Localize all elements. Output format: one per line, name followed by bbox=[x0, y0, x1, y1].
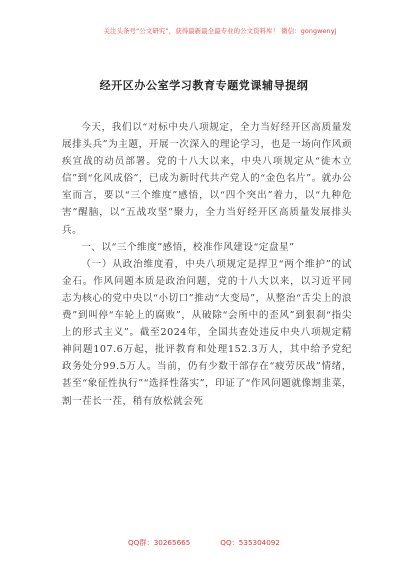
paragraph-political-dimension: （一）从政治维度看，中央八项规定是捍卫“两个维护”的试金石。作风问题本质是政治问题，党的十八大以来，以习近平同志为核心的党中央以“小切口”推动“大变局”，从整治“舌尖上的浪费”到叫停“车轮上的腐败”，从破除“会所中的歪风”到狠刹“指尖上的形式主义”。截至2024年，全国共查处违反中央八项规定精神问题107.6万起，批评教育和处理152.3万人，其中给予党纪政务处分99.5万人。当前，仍有少数干部存在“疲劳厌战”情绪，甚至“象征性执行”“选择性落实”，印证了“作风问题就像割韭菜，割一茬长一茬，稍有放松就会死 bbox=[62, 258, 352, 407]
footer-qq-group: QQ群：30265665 bbox=[128, 538, 191, 547]
document-body bbox=[62, 119, 352, 410]
footer-qq-number: QQ：535304092 bbox=[220, 538, 280, 547]
section-heading-1: 一、以“三个维度”感悟，校准作风建设“定盘星” bbox=[81, 241, 295, 253]
header-banner: 关注头条号“公文研究”，获得最新最全最专业的公文资料库！ 微信：gongwenyj bbox=[103, 27, 337, 35]
document-title: 经开区办公室学习教育专题党课辅导提纲 bbox=[99, 79, 309, 92]
paragraph-intro: 今天，我们以“对标中央八项规定，全力当好经开区高质量发展排头兵”为主题，开展一次深入的理论学习，也是一场向作风顽疾宣战的动员部署。党的十八大以来，中央八项规定从“徙木立信”到“化风成俗”，已成为新时代共产党人的“金色名片”。就办公室而言，要以“三个维度”感悟，以“四个突出”着力，以“九种危害”醒脑，以“五战攻坚”聚力，全力当好经开区高质量发展排头兵。 bbox=[62, 122, 352, 236]
footer-contact bbox=[0, 538, 408, 548]
